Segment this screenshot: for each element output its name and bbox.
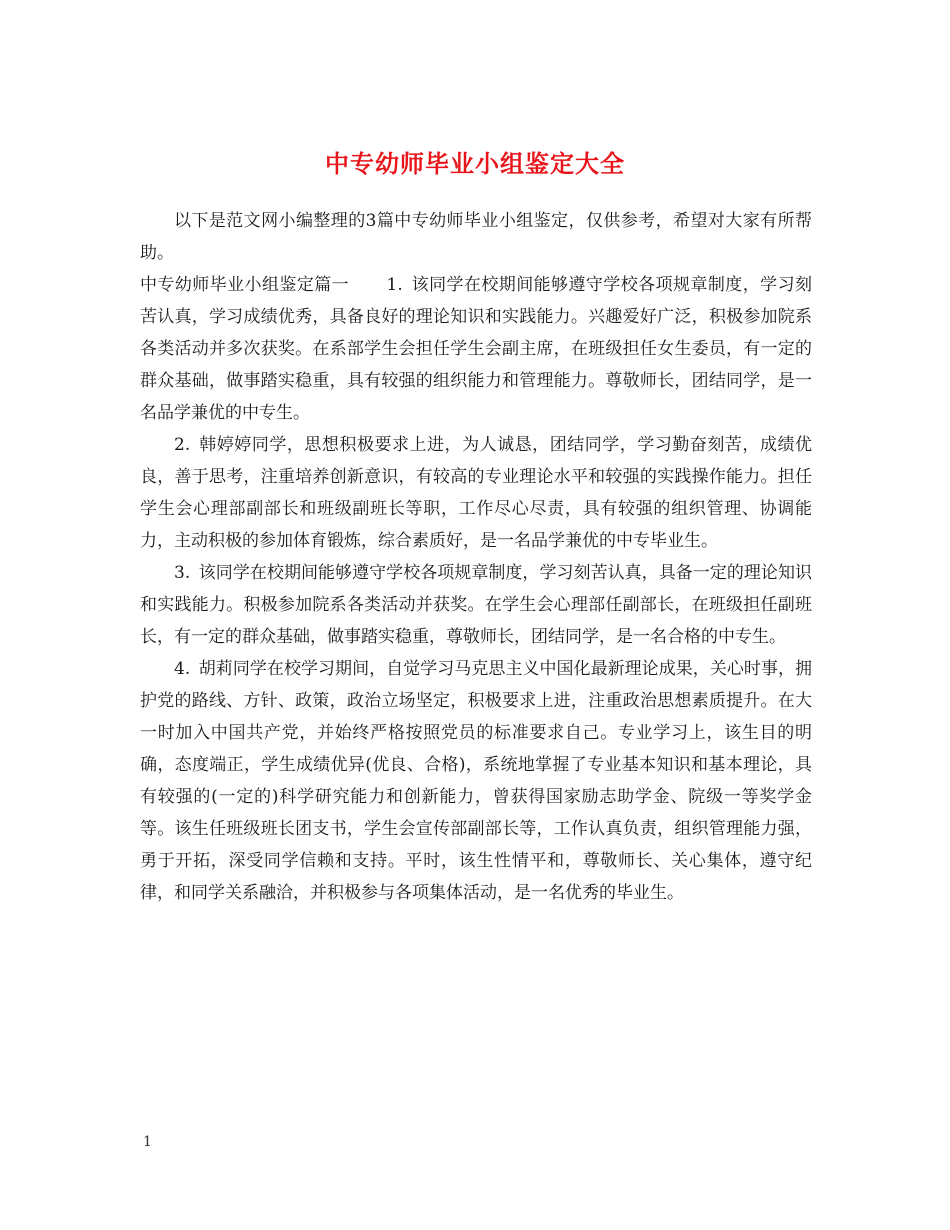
item-paragraph-4 — [140, 653, 812, 909]
item-paragraph-1 — [140, 269, 812, 429]
page-number: 1 — [143, 1134, 152, 1150]
item-number: 4. — [174, 659, 191, 679]
item-paragraph-3 — [140, 557, 812, 653]
item-text: 胡莉同学在校学习期间，自觉学习马克思主义中国化最新理论成果，关心时事，拥护党的路线、方针、政策，政治立场坚定，积极要求上进，注重政治思想素质提升。在大一时加入中国共产党，并始终严格按照党员的标准要求自己。专业学习上，该生目的明确，态度端正，学生成绩优异(优良、合格)，系统地掌握了专业基本知识和基本理论，具有较强的(一定的)科学研究能力和创新能力，曾获得国家励志助学金、院级一等奖学金等。该生任班级班长团支书，学生会宣传部副部长等，工作认真负责，组织管理能力强，勇于开拓，深受同学信赖和支持。平时，该生性情平和，尊敬师长、关心集体，遵守纪律，和同学关系融洽，并积极参与各项集体活动，是一名优秀的毕业生。 — [140, 659, 812, 903]
item-text: 该同学在校期间能够遵守学校各项规章制度，学习刻苦认真，具备一定的理论知识和实践能力。积极参加院系各类活动并获奖。在学生会心理部任副部长，在班级担任副班长，有一定的群众基础，做事踏实稳重，尊敬师长，团结同学，是一名合格的中专生。 — [140, 563, 812, 647]
document-body — [140, 205, 812, 909]
document-title: 中专幼师毕业小组鉴定大全 — [325, 150, 625, 179]
item-text: 韩婷婷同学，思想积极要求上进，为人诚恳，团结同学，学习勤奋刻苦，成绩优良，善于思考，注重培养创新意识，有较高的专业理论水平和较强的实践操作能力。担任学生会心理部副部长和班级副班长等职，工作尽心尽责，具有较强的组织管理、协调能力，主动积极的参加体育锻炼，综合素质好，是一名品学兼优的中专毕业生。 — [140, 435, 812, 551]
item-number: 3. — [174, 563, 191, 583]
item-paragraph-2 — [140, 429, 812, 557]
intro-paragraph: 以下是范文网小编整理的3篇中专幼师毕业小组鉴定，仅供参考，希望对大家有所帮助。 — [140, 211, 812, 263]
item-text: 该同学在校期间能够遵守学校各项规章制度，学习刻苦认真，学习成绩优秀，具备良好的理论知识和实践能力。兴趣爱好广泛，积极参加院系各类活动并多次获奖。在系部学生会担任学生会副主席，在班级担任女生委员，有一定的群众基础，做事踏实稳重，具有较强的组织能力和管理能力。尊敬师长，团结同学，是一名品学兼优的中专生。 — [140, 275, 813, 423]
item-number: 2. — [174, 435, 191, 455]
section-heading: 中专幼师毕业小组鉴定篇一 — [140, 275, 350, 295]
item-number: 1. — [386, 275, 403, 295]
